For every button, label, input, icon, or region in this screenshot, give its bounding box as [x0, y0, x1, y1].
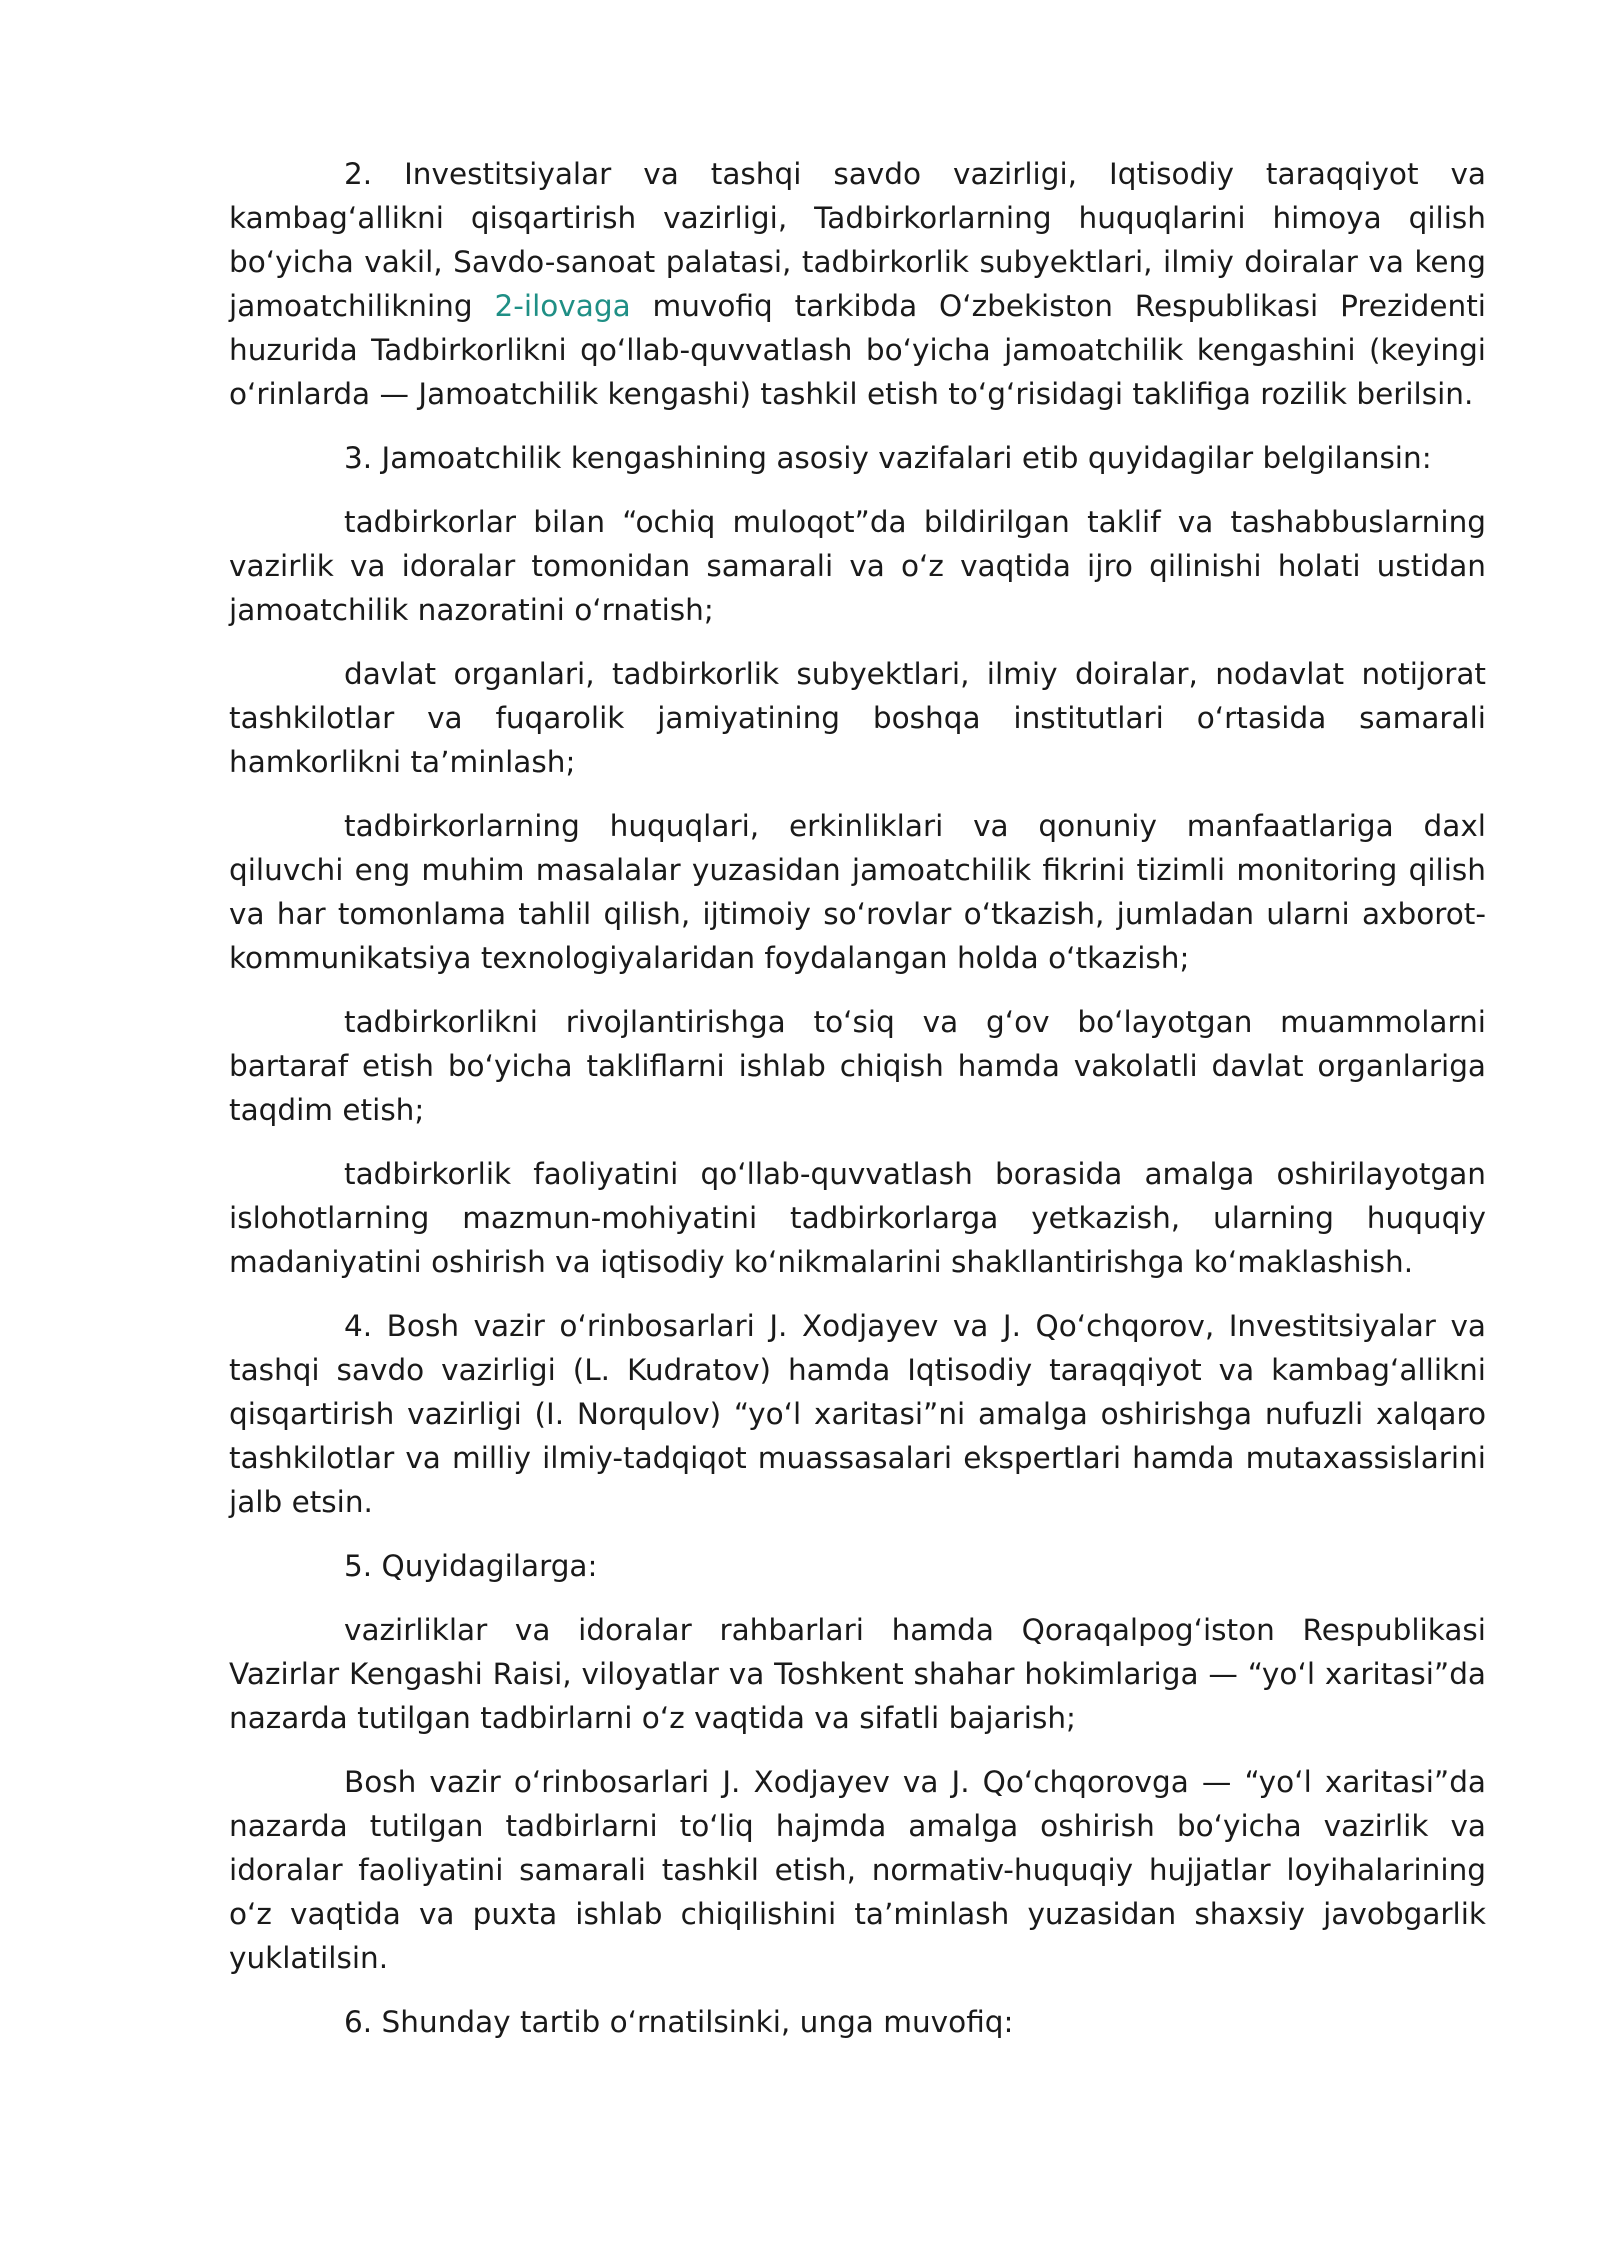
task-item-open-dialogue: tadbirkorlar bilan “ochiq muloqot”da bildirilgan taklif va tashabbuslarning vazirlik va idoralar tomonidan samarali va o‘z vaqtida ijro qilinishi holati ustidan jamoatchilik nazoratini o‘rnatish; — [229, 505, 1486, 627]
responsibility-item-heads: vazirliklar va idoralar rahbarlari hamda Qoraqalpog‘iston Respublikasi Vazirlar Kengashi Raisi, viloyatlar va Toshkent shahar hokimlariga — “yo‘l xaritasi”da nazarda tutilgan tadbirlarni o‘z vaqtida va sifatli bajarish; — [229, 1613, 1486, 1735]
task-item-obstacles: tadbirkorlikni rivojlantirishga to‘siq va g‘ov bo‘layotgan muammolarni bartaraf etish bo‘yicha takliflarni ishlab chiqish hamda vakolatli davlat organlariga taqdim etish; — [229, 1005, 1486, 1127]
paragraph-5-heading: 5. Quyidagilarga: — [344, 1549, 598, 1583]
paragraph-6-heading: 6. Shunday tartib o‘rnatilsinki, unga muvofiq: — [344, 2005, 1014, 2039]
task-item-reforms: tadbirkorlik faoliyatini qo‘llab-quvvatlash borasida amalga oshirilayotgan islohotlarning mazmun-mohiyatini tadbirkorlarga yetkazish, ularning huquqiy madaniyatini oshirish va iqtisodiy ko‘nikmalarini shakllantirishga ko‘maklashish. — [229, 1157, 1486, 1279]
task-item-cooperation: davlat organlari, tadbirkorlik subyektlari, ilmiy doiralar, nodavlat notijorat tashkilotlar va fuqarolik jamiyatining boshqa institutlari o‘rtasida samarali hamkorlikni ta’minlash; — [229, 657, 1486, 779]
document-page — [229, 152, 1486, 2064]
appendix-2-link[interactable]: 2-ilovaga — [494, 289, 631, 323]
task-item-monitoring: tadbirkorlarning huquqlari, erkinliklari va qonuniy manfaatlariga daxl qiluvchi eng muhim masalalar yuzasidan jamoatchilik fikrini tizimli monitoring qilish va har tomonlama tahlil qilish, ijtimoiy so‘rovlar o‘tkazish, jumladan ularni axborot-kommunikatsiya texnologiyalaridan foydalangan holda o‘tkazish; — [229, 809, 1486, 975]
paragraph-3-heading: 3. Jamoatchilik kengashining asosiy vazifalari etib quyidagilar belgilansin: — [344, 441, 1432, 475]
paragraph-2-text-end: muvofiq tarkibda O‘zbekiston Respublikasi Prezidenti huzurida Tadbirkorlikni qo‘llab-quvvatlash bo‘yicha jamoatchilik kengashini (keyingi o‘rinlarda — Jamoatchilik kengashi) tashkil etish to‘g‘risidagi taklifiga rozilik berilsin. — [229, 289, 1486, 411]
paragraph-4: 4. Bosh vazir o‘rinbosarlari J. Xodjayev va J. Qo‘chqorov, Investitsiyalar va tashqi savdo vazirligi (L. Kudratov) hamda Iqtisodiy taraqqiyot va kambag‘allikni qisqartirish vazirligi (I. Norqulov) “yo‘l xaritasi”ni amalga oshirishga nufuzli xalqaro tashkilotlar va milliy ilmiy-tadqiqot muassasalari ekspertlari hamda mutaxassislarini jalb etsin. — [229, 1309, 1486, 1519]
responsibility-item-deputies: Bosh vazir o‘rinbosarlari J. Xodjayev va J. Qo‘chqorovga — “yo‘l xaritasi”da nazarda tutilgan tadbirlarni to‘liq hajmda amalga oshirish bo‘yicha vazirlik va idoralar faoliyatini samarali tashkil etish, normativ-huquqiy hujjatlar loyihalarining o‘z vaqtida va puxta ishlab chiqilishini ta’minlash yuzasidan shaxsiy javobgarlik yuklatilsin. — [229, 1765, 1486, 1975]
paragraph-2 — [229, 152, 1486, 416]
paragraph-2-text-start: 2. Investitsiyalar va tashqi savdo vazirligi, Iqtisodiy taraqqiyot va kambag‘allikni qisqartirish vazirligi, Tadbirkorlarning huquqlarini himoya qilish bo‘yicha vakil, Savdo-sanoat palatasi, tadbirkorlik subyektlari, ilmiy doiralar va keng jamoatchilikning — [229, 157, 1486, 323]
